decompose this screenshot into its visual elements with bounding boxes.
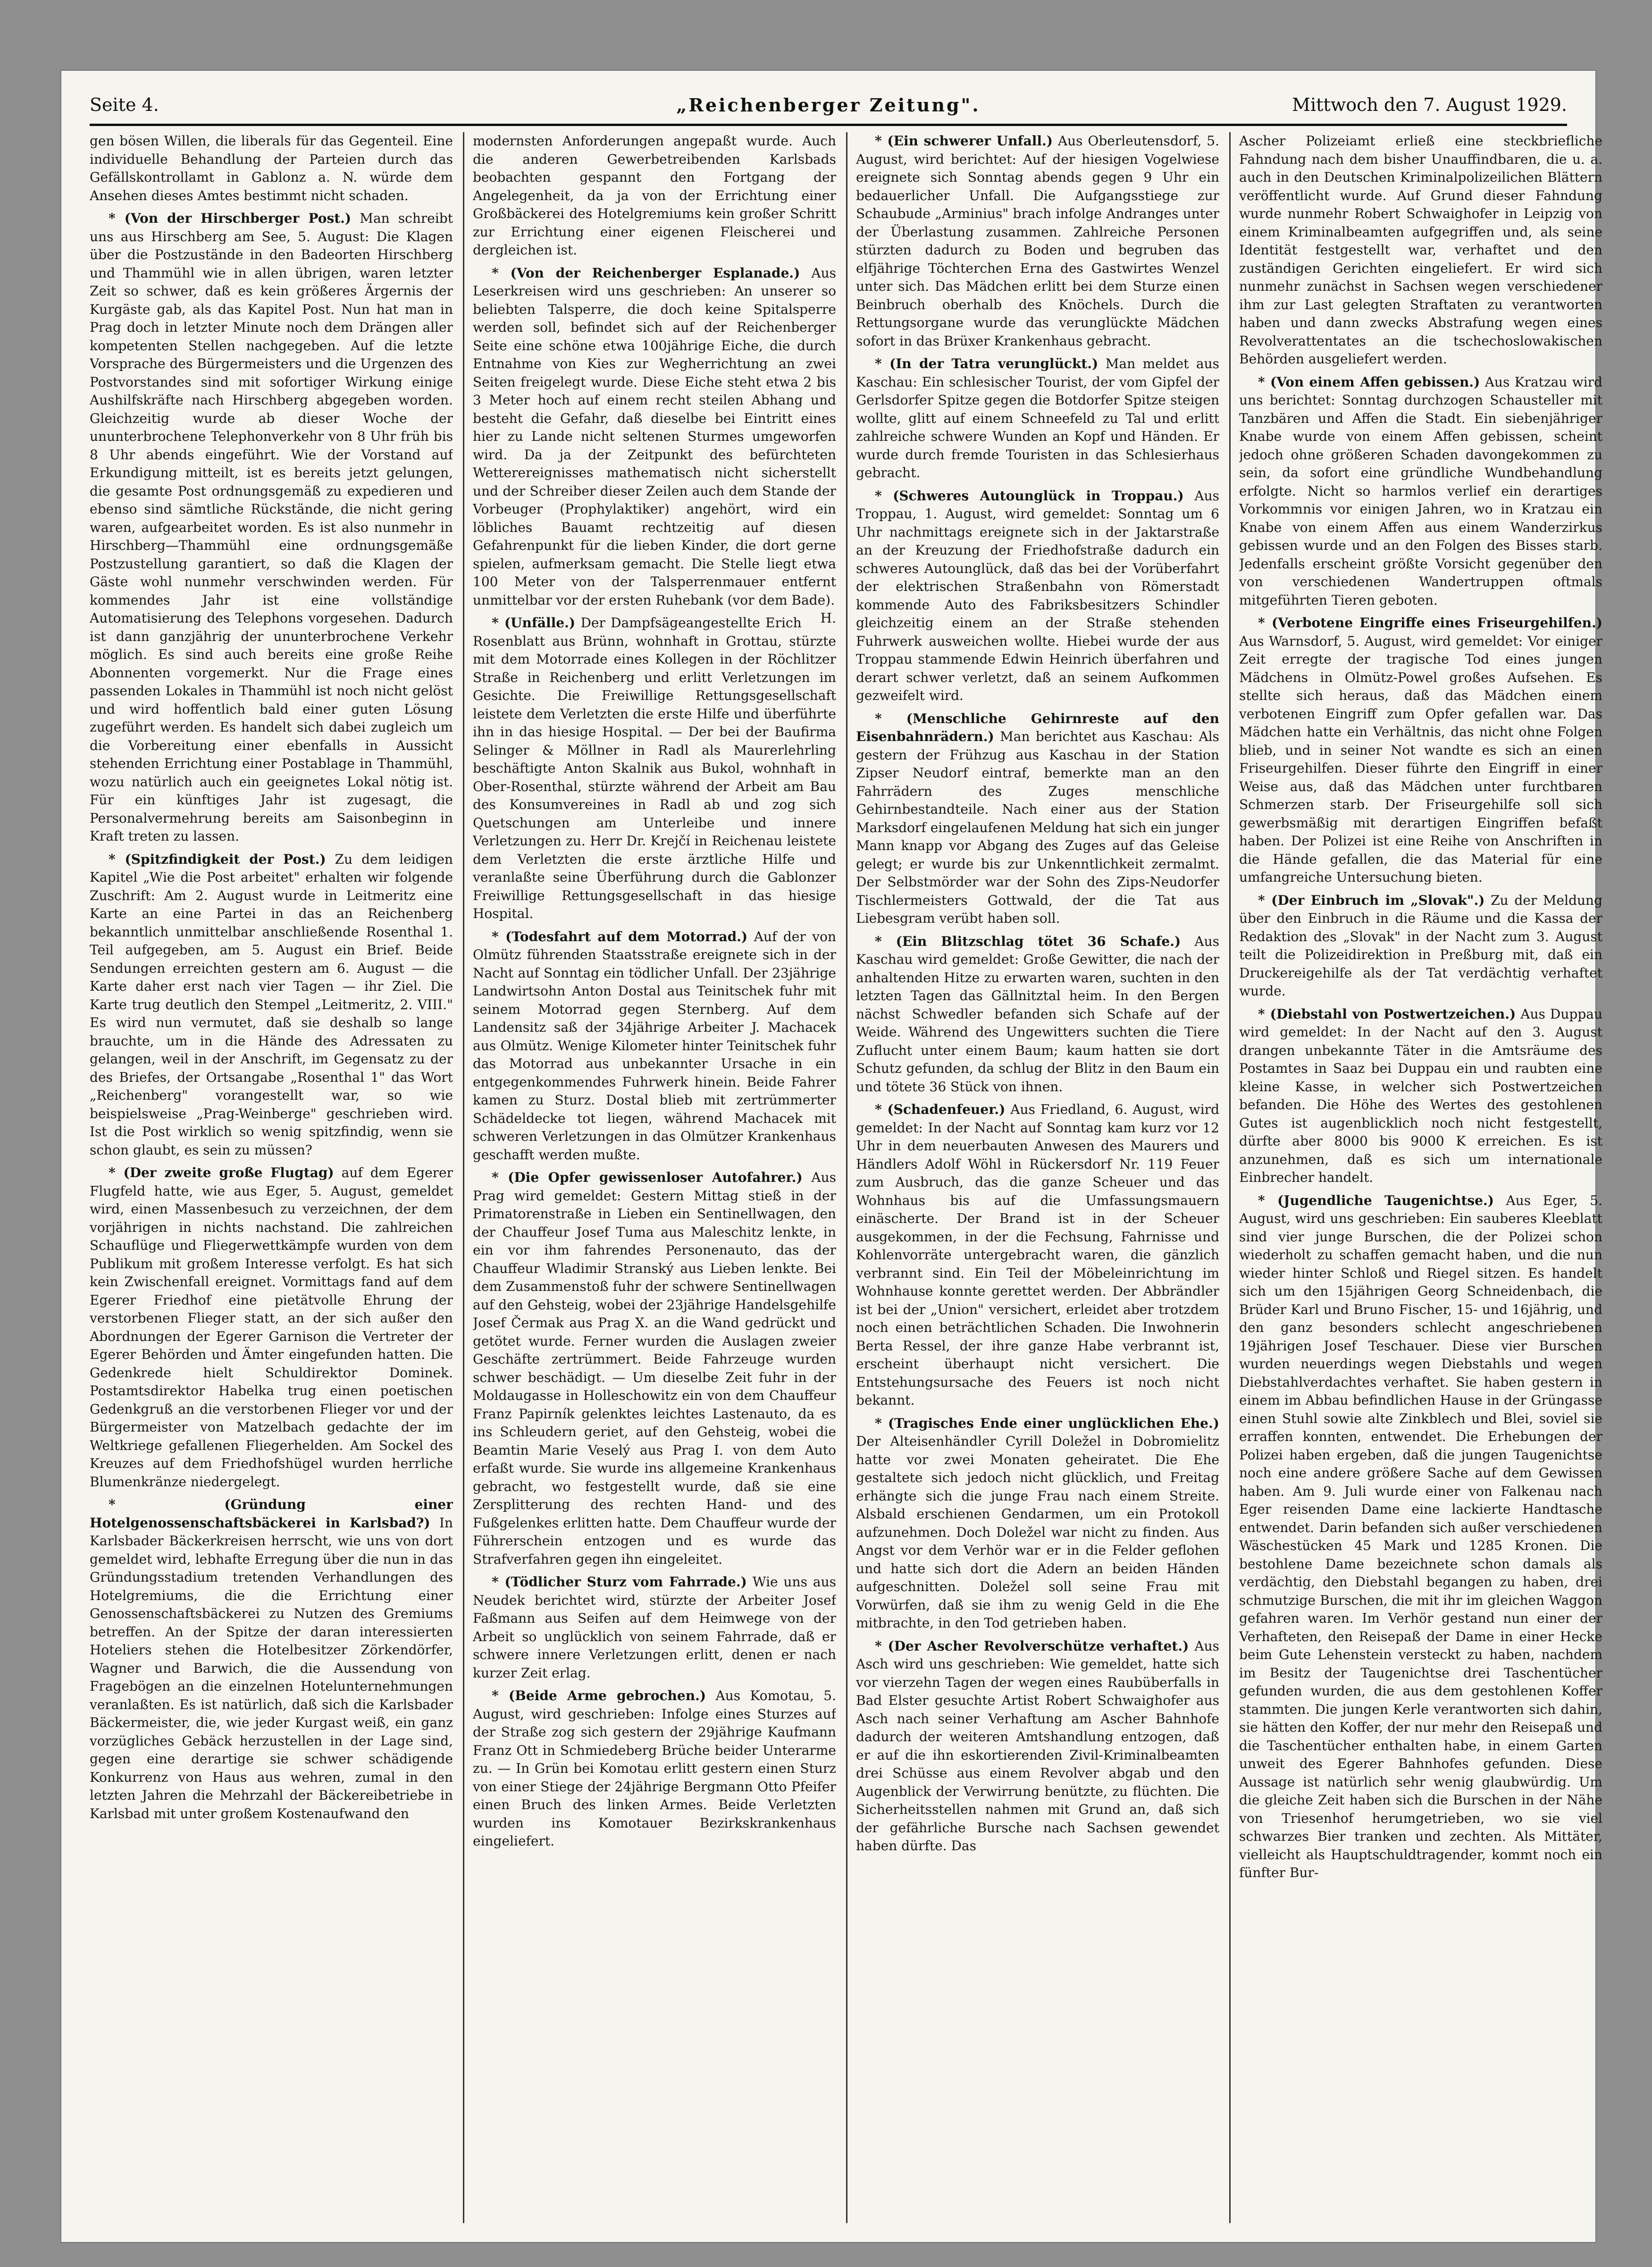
news-item-text: Aus Friedland, 6. August, wird gemeldet: In der Nacht auf Sonntag kam kurz vor 12 Uhr in dem neuerbauten Anwesen des Maurers und Händlers Adolf Wöhl in Rückersdorf Nr. 119 Feuer zum Ausbruch, das die ganze Scheuer und das Wohnhaus bis auf die Umfassungsmauern einäscherte. Der Brand ist in der Scheuer ausgekommen, in der die Fechsung, Fahrnisse und Kohlenvorräte untergebracht waren, die gänzlich verbrannt sind. Ein Teil der Möbeleinrichtung im Wohnhause konnte gerettet werden. Der Abbrändler ist bei der „Union" versichert, erleidet aber trotzdem noch einen beträchtlichen Schaden. Die Inwohnerin Berta Ressel, der ihre ganze Habe verbrannt ist, erscheint überhaupt nicht versichert. Die Entstehungsursache des Feuers ist noch nicht bekannt. xyxy=(856,1102,1219,1408)
news-item xyxy=(1239,373,1602,610)
news-item xyxy=(473,614,836,923)
news-item-signature: H. xyxy=(820,610,836,626)
news-item-heading: * (Unfälle.) xyxy=(492,615,576,631)
news-item-text: Der Dampfsägeangestellte Erich Rosenblatt aus Brünn, wohnhaft in Grottau, stürzte mit dem Motorrade eines Kollegen in der Röchlitzer Straße in Reichenberg und erlitt Verletzungen im Gesichte. Die Freiwillige Rettungsgesellschaft leistete dem Verletzten die erste Hilfe und überführte ihn in das hiesige Hospital. — Der bei der Baufirma Selinger & Möllner in Radl als Maurerlehrling beschäftigte Anton Skalnik aus Bukol, wohnhaft in Ober-Rosenthal, stürzte während der Arbeit am Bau des Konsumvereines in Radl ab und zog sich Quetschungen am Unterleibe und innere Verletzungen zu. Herr Dr. Krejčí in Reichenau leistete dem Verletzten die erste ärztliche Hilfe und veranlaßte seine Überführung durch die Gablonzer Freiwillige Rettungsgesellschaft in das hiesige Hospital. xyxy=(473,615,836,921)
news-item-heading: * (Ein Blitzschlag tötet 36 Schafe.) xyxy=(875,933,1181,949)
news-item-text: Aus Komotau, 5. August, wird geschrieben: Infolge eines Sturzes auf der Straße zog sich gestern der 29jährige Kaufmann Franz Ott in Schmiedeberg Brüche beider Unterarme zu. — In Grün bei Komotau erlitt gestern einen Sturz von einer Stiege der 24jährige Bergmann Otto Pfeifer einen Bruch des linken Armes. Beide Verletzten wurden ins Komotauer Bezirkskrankenhaus eingeliefert. xyxy=(473,1688,836,1849)
news-item-text: Ascher Polizeiamt erließ eine steckbriefliche Fahndung nach dem bisher Unauffindbaren, die u. a. auch in den Deutschen Kriminalpolizeilichen Blättern veröffentlicht wurde. Auf Grund dieser Fahndung wurde nunmehr Robert Schwaighofer in Leipzig von einem Kriminalbeamten aufgegriffen und, als seine Identität festgestellt war, verhaftet und den zuständigen Gerichten eingeliefert. Er wird sich nunmehr zunächst in Sachsen wegen verschiedener ihm zur Last gelegten Straftaten zu verantworten haben und dann zwecks Abstrafung wegen eines Revolverattentates an die tschechoslowakischen Behörden ausgeliefert werden. xyxy=(1239,133,1602,367)
news-item-heading: * (Verbotene Eingriffe eines Friseurgehilfen.) xyxy=(1258,615,1602,631)
news-item-text: Aus Warnsdorf, 5. August, wird gemeldet: Vor einiger Zeit erregte der tragische Tod eines jungen Mädchens in Olmütz-Powel großes Aufsehen. Es stellte sich heraus, daß das Mädchen einem verbotenen Eingriff zum Opfer gefallen war. Das Mädchen hatte ein Verhältnis, das nicht ohne Folgen blieb, und in seiner Not wandte es sich an einen Friseurgehilfen. Dieser führte den Eingriff in einer Weise aus, daß das Mädchen unter furchtbaren Schmerzen starb. Der Friseurgehilfe soll sich gewerbsmäßig mit derartigen Eingriffen befaßt haben. Der Polizei ist eine Reihe von Anschriften in die Hände gefallen, die das Material für eine umfangreiche Untersuchung bieten. xyxy=(1239,633,1602,885)
masthead: „Reichenberger Zeitung". xyxy=(676,94,981,116)
news-item xyxy=(856,487,1219,705)
news-item xyxy=(856,933,1219,1096)
news-item-text: auf dem Egerer Flugfeld hatte, wie aus Eger, 5. August, gemeldet wird, einen Massenbesuch zu verzeichnen, der dem vorjährigen in nichts nachstand. Die zahlreichen Schauflüge und Fliegerwettkämpfe wurden von dem Publikum mit großem Interesse verfolgt. Es hat sich kein Zwischenfall ereignet. Vormittags fand auf dem Egerer Friedhof eine pietätvolle Ehrung der verstorbenen Flieger statt, an der sich außer den Abordnungen der Egerer Garnison die Vertreter der Egerer Behörden und Ämter eingefunden hatten. Die Gedenkrede hielt Schuldirektor Dominek. Postamtsdirektor Habelka trug einen poetischen Gedenkgruß an die verstorbenen Flieger vor und der Bürgermeister von Matzelbach gedachte der im Weltkriege gefallenen Fliegerhelden. Am Sockel des Kreuzes auf dem Friedhofshügel wurden herrliche Blumenkränze niedergelegt. xyxy=(90,1165,453,1490)
news-item xyxy=(473,1169,836,1568)
news-item-heading: * (Der Ascher Revolverschütze verhaftet.) xyxy=(875,1638,1189,1654)
news-item xyxy=(856,1637,1219,1855)
news-item-heading: * (Tödlicher Sturz vom Fahrrade.) xyxy=(492,1574,747,1590)
news-item xyxy=(1239,614,1602,887)
news-item-text: Aus Kaschau wird gemeldet: Große Gewitter, die nach der anhaltenden Hitze zu erwarten waren, suchten in den letzten Tagen das Gällnitztal heim. In den Bergen nächst Schwedler befanden sich Schafe auf der Weide. Während des Ungewitters suchten die Tiere Zuflucht unter einem Baum; kaum hatten sie dort Schutz gefunden, da schlug der Blitz in den Baum ein und tötete 36 Stück von ihnen. xyxy=(856,933,1219,1095)
news-item-text: Man schreibt uns aus Hirschberg am See, 5. August: Die Klagen über die Postzustände in den Badeorten Hirschberg und Thammühl wie in allen übrigen, waren letzter Zeit so schwer, daß es kein größeres Ärgernis der Kurgäste gab, als das Kapitel Post. Nun hat man in Prag doch in letzter Minute noch dem Drängen aller kompetenten Stellen nachgegeben. Auf die letzte Vorsprache des Bürgermeisters und die Urgenzen des Postvorstandes sind mit sofortiger Wirkung einige Aushilfskräfte nach Hirschberg abgegeben worden. Gleichzeitig wurde ab dieser Woche der ununterbrochene Telephonverkehr von 8 Uhr früh bis 8 Uhr abends eingeführt. Wie der Vorstand auf Erkundigung mitteilt, ist es bereits jetzt gelungen, die gesamte Post ordnungsgemäß zu expedieren und ebenso sind sämtliche Rückstände, die nicht gering waren, aufgearbeitet worden. Es ist also nunmehr in Hirschberg—Thammühl eine ordnungsgemäße Postzustellung garantiert, so daß die Klagen der Gäste wohl nunmehr verschwinden werden. Für kommendes Jahr ist eine vollständige Automatisierung des Telephons vorgesehen. Dadurch ist dann ganzjährig der ununterbrochene Verkehr möglich. Es sind auch bereits eine große Reihe Abonnenten vorgemerkt. Nur die Frage eines passenden Lokales in Thammühl ist noch nicht gelöst und wird hoffentlich bald einer guten Lösung zugeführt werden. Es handelt sich dabei zugleich um die Vorbereitung einer ebenfalls in Aussicht stehenden Errichtung einer Postablage in Thammühl, wozu natürlich auch ein geeignetes Lokal nötig ist. Für ein künftiges Jahr ist zugesagt, die Personalvermehrung bereits am Saisonbeginn in Kraft treten zu lassen. xyxy=(90,211,453,844)
news-item-text: gen bösen Willen, die liberals für das Gegenteil. Eine individuelle Behandlung der Parteien durch das Gefällskontrollamt in Gablonz a. N. würde dem Ansehen dieses Amtes bestimmt nicht schaden. xyxy=(90,133,453,203)
news-item-text: Aus Eger, 5. August, wird uns geschrieben: Ein sauberes Kleeblatt sind vier junge Burschen, die der Polizei schon wiederholt zu schaffen gemacht haben, und die nun wieder hinter Schloß und Riegel sitzen. Es handelt sich um den 15jährigen Georg Schneidenbach, die Brüder Karl und Bruno Fischer, 15- und 16jährig, und den ganz besonders schlecht angeschriebenen 19jährigen Josef Teschauer. Diese vier Burschen wurden neuerdings wegen Diebstahls und wegen Diebstahlverdachtes verhaftet. Sie haben gestern in einem im Abbau befindlichen Hause in der Grüngasse einen Stuhl sowie alte Zinkblech und Blei, soviel sie erraffen konnten, entwendet. Die Erhebungen der Polizei haben ergeben, daß die jungen Taugenichtse noch eine andere größere Sache auf dem Gewissen haben. Am 9. Juli wurde einer von Falkenau nach Eger reisenden Dame eine lackierte Handtasche entwendet. Darin befanden sich außer verschiedenen Wäschestücken 45 Mark und 1285 Kronen. Die bestohlene Dame bezeichnete schon damals als verdächtig, den Diebstahl begangen zu haben, drei schmutzige Burschen, die mit ihr im gleichen Waggon gefahren waren. Im Verhör gestand nun einer der Verhafteten, den Reisepaß der Dame in einer Hecke beim Gute Lehenstein versteckt zu haben, nachdem im Besitz der Taugenichtse drei Taschentücher gefunden wurden, die aus dem gestohlenen Koffer stammten. Die jungen Kerle verantworten sich dahin, sie hätten den Koffer, der nur mehr den Reisepaß und die Taschentücher enthalten habe, in einem Garten unweit des Egerer Bahnhofes gefunden. Diese Aussage ist natürlich sehr wenig glaubwürdig. Um die gleiche Zeit haben sich die Burschen in der Nähe von Triesenhof herumgetrieben, wo sie viel schwarzes Bier tranken und zechten. Als Mittäter, vielleicht als Hauptschuldtragender, kommt noch ein fünfter Bur- xyxy=(1239,1192,1602,1880)
news-item-text: Aus Leserkreisen wird uns geschrieben: An unserer so beliebten Talsperre, die doch keine Spitalsperre werden soll, befindet sich auf der Reichenberger Seite eine schöne etwa 100jährige Eiche, die durch Entnahme von Kies zur Wegherrichtung an zwei Seiten freigelegt wurde. Diese Eiche steht etwa 2 bis 3 Meter hoch auf einem recht steilen Abhang und besteht die Gefahr, daß dieselbe bei Eintritt eines hier zu Lande nicht seltenen Sturmes umgeworfen wird. Da ja der Zeitpunkt des befürchteten Wetterereignisses mathematisch nicht sicherstellt und der Schreiber dieser Zeilen auch dem Stande der Vorbeuger (Prophylaktiker) angehört, wird ein löbliches Bauamt rechtzeitig auf diesen Gefahrenpunkt für die lieben Kinder, die dort gerne spielen, aufmerksam gemacht. Die Stelle liegt etwa 100 Meter von der Talsperrenmauer entfernt unmittelbar vor der ersten Ruhebank (vor dem Bade). xyxy=(473,265,836,608)
column-2 xyxy=(473,132,836,2223)
column-1 xyxy=(90,132,453,2223)
news-item-text: Wie uns aus Neudek berichtet wird, stürzte der Arbeiter Josef Faßmann aus Seifen auf dem Heimwege von der Arbeit so unglücklich von seinem Fahrrade, daß er schwere innere Verletzungen erlitt, denen er nach kurzer Zeit erlag. xyxy=(473,1574,836,1681)
news-item xyxy=(1239,1005,1602,1187)
newspaper-page xyxy=(61,71,1602,2242)
news-item-text: modernsten Anforderungen angepaßt wurde. Auch die anderen Gewerbetreibenden Karlsbads beobachten gespannt den Fortgang der Angelegenheit, da ja von der Errichtung einer Großbäckerei des Hotelgremiums kein großer Schritt zur Errichtung einer eigenen Fleischerei und dergleichen ist. xyxy=(473,133,836,258)
news-item xyxy=(856,1415,1219,1633)
page-number: Seite 4. xyxy=(90,94,159,115)
columns xyxy=(90,132,1602,2223)
news-item-heading: * (Spitzfindigkeit der Post.) xyxy=(109,851,326,867)
news-item-heading: * (Der Einbruch im „Slovak".) xyxy=(1258,892,1485,908)
news-item-text: Zu dem leidigen Kapitel „Wie die Post arbeitet" erhalten wir folgende Zuschrift: Am 2. August wurde in Leitmeritz eine Karte an eine Partei in das an Reichenberg bekanntlich unmittelbar anschließende Rosenthal 1. Teil aufgegeben, am 5. August ein Brief. Beide Sendungen erreichten gestern am 6. August — die Karte daher erst nach vier Tagen — ihr Ziel. Die Karte trug deutlich den Stempel „Leitmeritz, 2. VIII." Es wird nun vermutet, daß sie deshalb so lange brauchte, um in die Hände des Adressaten zu gelangen, weil in der Anschrift, im Gegensatz zu der des Briefes, der Ortsangabe „Rosenthal 1" das Wort „Reichenberg" vorangestellt war, so wie beispielsweise „Prag-Weinberge" geschrieben wird. Ist die Post wirklich so wenig spitzfindig, wenn sie schon glaubt, es sein zu müssen? xyxy=(90,851,453,1158)
news-item-text: Man meldet aus Kaschau: Ein schlesischer Tourist, der vom Gipfel der Gerlsdorfer Spitze gegen die Botdorfer Spitze steigen wollte, glitt auf einem Schneefeld zu Tal und erlitt zahlreiche schwere Wunden an Kopf und Händen. Er wurde durch fremde Touristen in das Schlesierhaus gebracht. xyxy=(856,356,1219,480)
news-item-text: In Karlsbader Bäckerkreisen herrscht, wie uns von dort gemeldet wird, lebhafte Erregung über die nun in das Gründungsstadium tretenden Verhandlungen des Hotelgremiums, die die Errichtung einer Genossenschaftsbäckerei zu Nutzen des Gremiums betreffen. An der Spitze der daran interessierten Hoteliers stehen die Hotelbesitzer Zörkendörfer, Wagner und Barwich, die die Aussendung von Fragebögen an die einzelnen Hotelunternehmungen veranlaßten. Es ist natürlich, daß sich die Karlsbader Bäckermeister, die, wie jeder Kurgast weiß, ein ganz vorzügliches Gebäck herzustellen in der Lage sind, gegen eine derartige sie schwer schädigende Konkurrenz von Haus aus wehren, zumal in den letzten Jahren die Mehrzahl der Bäckereibetriebe in Karlsbad mit unter großem Kostenaufwand den xyxy=(90,1515,453,1821)
news-item-text: Aus Prag wird gemeldet: Gestern Mittag stieß in der Primatorenstraße in Lieben ein Sentinellwagen, den der Chauffeur Josef Tuma aus Maleschitz lenkte, in ein vor ihm fahrendes Personenauto, das der Chauffeur Wladimir Stranský aus Lieben lenkte. Bei dem Zusammenstoß fuhr der schwere Sentinellwagen auf den Gehsteig, wobei der 23jährige Handelsgehilfe Josef Čermak aus Prag X. an die Wand gedrückt und getötet wurde. Ferner wurden die Auslagen zweier Geschäfte zertrümmert. Beide Fahrzeuge wurden schwer beschädigt. — Um dieselbe Zeit fuhr in der Moldaugasse in Holleschowitz ein von dem Chauffeur Franz Papirník gelenktes leichtes Lastenauto, da es ins Schleudern geriet, auf den Gehsteig, wobei die Beamtin Marie Veselý aus Prag I. von dem Auto erfaßt wurde. Sie wurde ins allgemeine Krankenhaus gebracht, wo festgestellt wurde, daß sie eine Zersplitterung des rechten Hand- und des Fußgelenkes erlitten hatte. Dem Chauffeur wurde der Führerschein entzogen und es wurde das Strafverfahren gegen ihn eingeleitet. xyxy=(473,1170,836,1567)
news-item-heading: * (Todesfahrt auf dem Motorrad.) xyxy=(492,928,748,944)
news-item xyxy=(856,355,1219,482)
news-item-heading: * (Von der Reichenberger Esplanade.) xyxy=(492,265,800,281)
news-item xyxy=(473,928,836,1164)
issue-date: Mittwoch den 7. August 1929. xyxy=(1292,94,1567,115)
news-item-text: Der Alteisenhändler Cyrill Doležel in Dobromielitz hatte vor zwei Monaten geheiratet. Die Ehe gestaltete sich jedoch nicht glücklich, und Freitag erhängte sich die junge Frau nach einem Streite. Alsbald erschienen Gendarmen, um ein Protokoll aufzunehmen. Doch Doležel war nicht zu finden. Aus Angst vor dem Verhör war er in die Felder geflohen und hatte sich dort die Adern an beiden Händen aufgeschnitten. Doležel soll seine Frau mit Vorwürfen, daß sie ihm zu wenig Geld in die Ehe mitbrachte, in den Tod getrieben haben. xyxy=(856,1433,1219,1631)
news-item-text: Zu der Meldung über den Einbruch in die Räume und die Kassa der Redaktion des „Slovak" in der Nacht zum 3. August teilt die Polizeidirektion in Preßburg mit, daß ein Druckereigehilfe als der Tat verdächtig verhaftet wurde. xyxy=(1239,892,1602,999)
news-item-text: Aus Asch wird uns geschrieben: Wie gemeldet, hatte sich vor vierzehn Tagen der wegen eines Raubüberfalls in Bad Elster gesuchte Artist Robert Schwaighofer aus Asch nach seiner Verhaftung am Ascher Bahnhofe dadurch der weiteren Amtshandlung entzogen, daß er auf die ihn eskortierenden Zivil-Kriminalbeamten drei Schüsse aus einem Revolver abgab und den Augenblick der Verwirrung benützte, zu flüchten. Die Sicherheitsstellen nahmen mit Grund an, daß sich der gefährliche Bursche nach Sachsen gewendet haben dürfte. Das xyxy=(856,1638,1219,1854)
column-4 xyxy=(1239,132,1602,2223)
news-item-heading: * (Schweres Autounglück in Troppau.) xyxy=(875,488,1184,504)
news-item-heading: * (Gründung einer Hotelgenossenschaftsbäckerei in Karlsbad?) xyxy=(90,1497,453,1531)
news-item xyxy=(856,1101,1219,1410)
news-item-heading: * (Diebstahl von Postwertzeichen.) xyxy=(1258,1006,1516,1022)
news-item-text: Auf der von Olmütz führenden Staatsstraße ereignete sich in der Nacht auf Sonntag ein tödlicher Unfall. Der 23jährige Landwirtsohn Anton Dostal aus Teinitschek fuhr mit seinem Motorrad gegen Sternberg. Auf dem Landensitz saß der 34jährige Arbeiter J. Machacek aus Olmütz. Wenige Kilometer hinter Teinitschek fuhr das Motorrad aus unbekannter Ursache in ein entgegenkommendes Fuhrwerk hinein. Beide Fahrer kamen zu Sturz. Dostal blieb mit zertrümmerter Schädeldecke tot liegen, während Machacek mit schweren Verletzungen in das Olmützer Krankenhaus geschafft werden mußte. xyxy=(473,928,836,1163)
news-item xyxy=(90,851,453,1160)
news-item-text: Aus Oberleutensdorf, 5. August, wird berichtet: Auf der hiesigen Vogelwiese ereignete sich Sonntag abends gegen 9 Uhr ein bedauerlicher Unfall. Die Aufgangsstiege zur Schaubude „Arminius" brach infolge Andranges unter der Überlastung zusammen. Zahlreiche Personen stürzten dadurch zu Boden und begruben das elfjährige Töchterchen Erna des Gastwirtes Wenzel unter sich. Das Mädchen erlitt bei dem Sturze einen Beinbruch oberhalb des Knöchels. Durch die Rettungsorgane wurde das verunglückte Mädchen sofort in das Brüxer Krankenhaus gebracht. xyxy=(856,133,1219,349)
news-item xyxy=(473,1687,836,1851)
news-item-heading: * (Die Opfer gewissenloser Autofahrer.) xyxy=(492,1170,803,1185)
news-item xyxy=(856,710,1219,928)
news-item xyxy=(856,132,1219,350)
news-item-heading: * (Von der Hirschberger Post.) xyxy=(109,211,352,226)
news-item-heading: * (Von einem Affen gebissen.) xyxy=(1258,374,1480,390)
news-item-text: Aus Duppau wird gemeldet: In der Nacht auf den 3. August drangen unbekannte Täter in die Amtsräume des Postamtes in Saaz bei Duppau ein und raubten eine kleine Kasse, in welcher sich Postwertzeichen befanden. Die Höhe des Wertes des gestohlenen Gutes ist augenblicklich noch nicht festgestellt, dürfte aber 8000 bis 9000 K erreichen. Es ist anzunehmen, daß es sich um internationale Einbrecher handelt. xyxy=(1239,1006,1602,1185)
news-item-heading: * (Menschliche Gehirnreste auf den Eisenbahnrädern.) xyxy=(856,710,1219,744)
news-item-heading: * (Der zweite große Flugtag) xyxy=(109,1165,334,1180)
news-item-heading: * (Beide Arme gebrochen.) xyxy=(492,1688,706,1703)
news-item xyxy=(1239,132,1602,369)
news-item-text: Aus Kratzau wird uns berichtet: Sonntag durchzogen Schausteller mit Tanzbären und Affen die Stadt. Ein siebenjähriger Knabe wurde von einem Affen gebissen, scheint jedoch ohne größeren Schaden davongekommen zu sein, da sofort eine gründliche Wundbehandlung erfolgte. Nicht so harmlos verlief ein derartiges Vorkommnis vor einigen Jahren, wo in Kratzau ein Knabe von einem Affen aus einem Wanderzirkus gebissen wurde und an den Folgen des Bisses starb. Jedenfalls erscheint größte Vorsicht gegenüber den von verschiedenen Wandertruppen oftmals mitgeführten Tieren geboten. xyxy=(1239,374,1602,608)
news-item xyxy=(1239,1192,1602,1882)
page-header xyxy=(90,86,1567,126)
news-item-text: Man berichtet aus Kaschau: Als gestern der Frühzug aus Kaschau in der Station Zipser Neudorf eintraf, bemerkte man an den Fahrrädern des Zuges menschliche Gehirnbestandteile. Nach einer aus der Station Marksdorf eingelaufenen Meldung hat sich ein junger Mann knapp vor Abgang des Zuges auf das Geleise gelegt; er wurde bis zur Unkenntlichkeit zermalmt. Der Selbstmörder war der Sohn des Zips-Neudorfer Tischlermeisters Gottwald, der die Tat aus Liebesgram verübt haben soll. xyxy=(856,729,1219,926)
news-item xyxy=(473,1573,836,1682)
column-3 xyxy=(856,132,1219,2223)
news-item xyxy=(90,1164,453,1491)
news-item xyxy=(1239,892,1602,1001)
news-item xyxy=(90,210,453,846)
news-item-heading: * (Jugendliche Taugenichtse.) xyxy=(1258,1192,1494,1208)
news-item-heading: * (In der Tatra verunglückt.) xyxy=(875,356,1099,371)
news-item-text: Aus Troppau, 1. August, wird gemeldet: Sonntag um 6 Uhr nachmittags ereignete sich in der Jaktarstraße an der Kreuzung der Friedhofstraße dadurch ein schweres Autounglück, daß das bei der Vorüberfahrt der elektrischen Straßenbahn von Römerstadt kommende Auto des Fabriksbesitzers Schindler gleichzeitig einem an der Straße stehenden Fuhrwerk ausweichen wollte. Hiebei wurde der aus Troppau stammende Edwin Heinrich überfahren und derart schwer verletzt, daß an seinem Aufkommen gezweifelt wird. xyxy=(856,488,1219,703)
news-item xyxy=(90,1496,453,1823)
news-item-heading: * (Schadenfeuer.) xyxy=(875,1102,1006,1117)
news-item-heading: * (Tragisches Ende einer unglücklichen Ehe.) xyxy=(875,1415,1219,1431)
news-item xyxy=(473,132,836,260)
column-rule xyxy=(1229,132,1231,2223)
column-rule xyxy=(463,132,464,2223)
column-rule xyxy=(846,132,847,2223)
news-item-heading: * (Ein schwerer Unfall.) xyxy=(875,133,1053,149)
news-item xyxy=(90,132,453,205)
